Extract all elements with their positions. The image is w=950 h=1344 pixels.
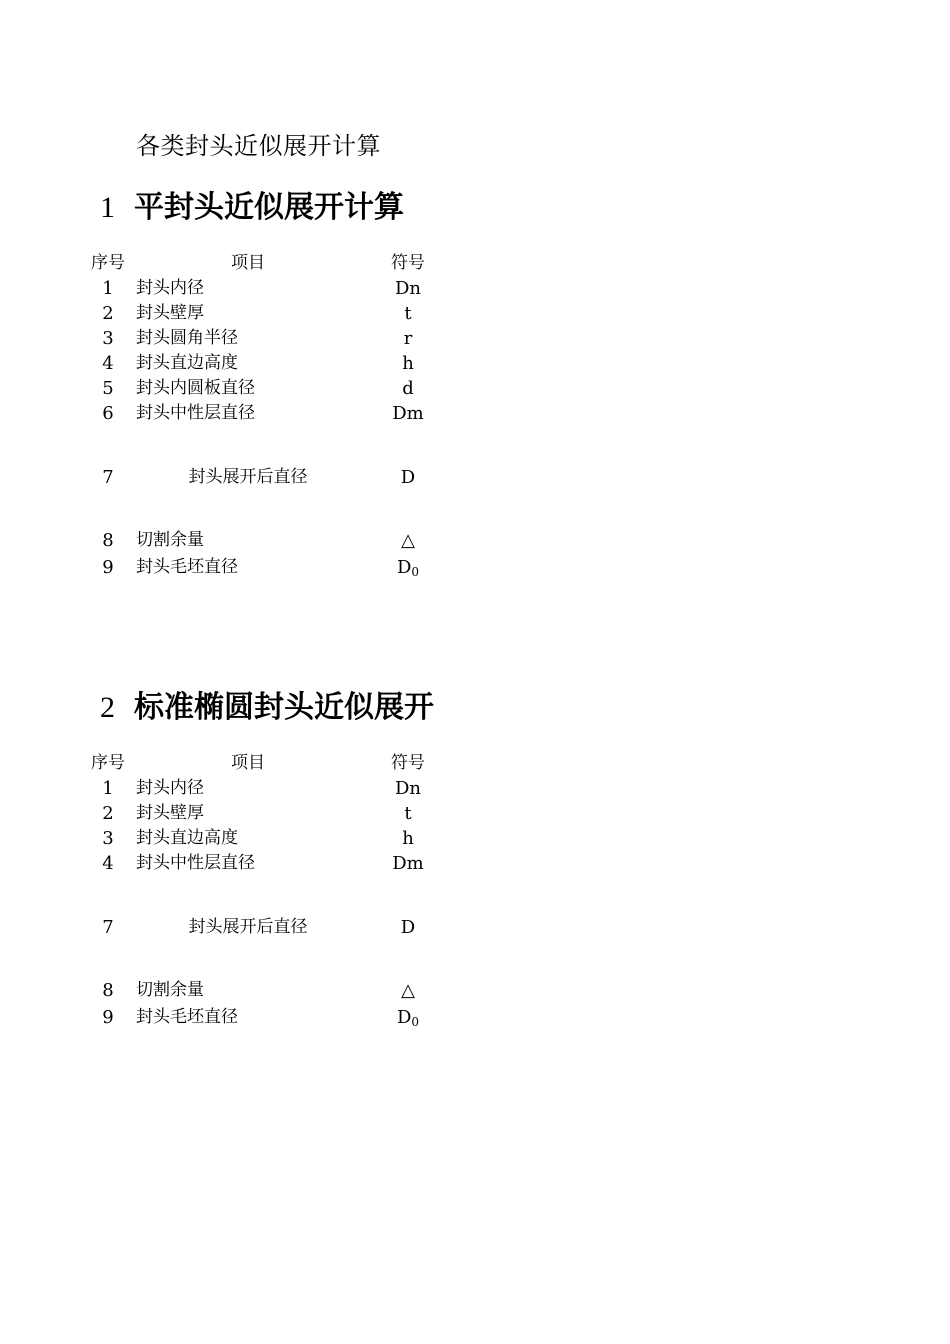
row-item: 封头中性层直径 bbox=[136, 853, 255, 873]
row-item: 封头毛坯直径 bbox=[136, 557, 238, 577]
table-row bbox=[80, 555, 460, 580]
row-item: 封头展开后直径 bbox=[188, 467, 308, 487]
symbol-subscript: 0 bbox=[411, 1015, 420, 1029]
table-row bbox=[80, 376, 460, 401]
header-no: 序号 bbox=[91, 753, 125, 773]
row-symbol: r bbox=[403, 328, 413, 349]
header-symbol: 符号 bbox=[391, 253, 425, 273]
table-row bbox=[80, 826, 460, 851]
row-item: 封头展开后直径 bbox=[188, 917, 308, 937]
row-item: 封头壁厚 bbox=[136, 303, 204, 323]
row-symbol: t bbox=[404, 303, 412, 324]
row-symbol: h bbox=[402, 828, 414, 849]
row-symbol: Dm bbox=[392, 853, 424, 874]
row-symbol: Dn bbox=[394, 278, 422, 299]
row-item: 封头壁厚 bbox=[136, 803, 204, 823]
header-symbol: 符号 bbox=[391, 753, 425, 773]
table-row bbox=[80, 528, 460, 553]
section-2-number: 2 bbox=[100, 691, 115, 724]
row-symbol: D bbox=[400, 917, 416, 938]
row-no: 9 bbox=[102, 1007, 114, 1028]
section-2-heading bbox=[100, 682, 434, 726]
row-no: 3 bbox=[102, 828, 114, 849]
row-symbol bbox=[376, 1005, 440, 1035]
row-symbol: △ bbox=[401, 980, 415, 1001]
row-no: 2 bbox=[102, 803, 114, 824]
row-no: 8 bbox=[102, 530, 114, 551]
row-no: 2 bbox=[102, 303, 114, 324]
row-symbol: D bbox=[400, 467, 416, 488]
row-no: 8 bbox=[102, 980, 114, 1001]
row-item: 封头毛坯直径 bbox=[136, 1007, 238, 1027]
row-no: 6 bbox=[102, 403, 114, 424]
symbol-main: D bbox=[396, 557, 412, 578]
row-symbol bbox=[376, 555, 440, 585]
table-row bbox=[80, 276, 460, 301]
row-symbol: d bbox=[402, 378, 414, 399]
row-no: 7 bbox=[102, 917, 114, 938]
row-item: 封头内径 bbox=[136, 278, 204, 298]
row-no: 4 bbox=[102, 853, 114, 874]
row-symbol: Dm bbox=[392, 403, 424, 424]
table-row bbox=[80, 978, 460, 1003]
row-no: 1 bbox=[102, 778, 114, 799]
row-no: 4 bbox=[102, 353, 114, 374]
row-item: 封头直边高度 bbox=[136, 353, 238, 373]
row-item: 封头内圆板直径 bbox=[136, 378, 255, 398]
header-item: 项目 bbox=[231, 753, 265, 773]
row-no: 3 bbox=[102, 328, 114, 349]
row-no: 5 bbox=[102, 378, 114, 399]
table-row bbox=[80, 326, 460, 351]
symbol-main: D bbox=[396, 1007, 412, 1028]
section-2-title: 标准椭圆封头近似展开 bbox=[134, 690, 434, 725]
row-item: 切割余量 bbox=[136, 980, 204, 1000]
table-row bbox=[80, 851, 460, 876]
table-row bbox=[80, 801, 460, 826]
table-row bbox=[80, 401, 460, 426]
header-item: 项目 bbox=[231, 253, 265, 273]
table-header bbox=[80, 251, 460, 276]
section-1-number: 1 bbox=[100, 191, 115, 224]
row-symbol: Dn bbox=[394, 778, 422, 799]
row-item: 封头内径 bbox=[136, 778, 204, 798]
row-symbol: h bbox=[402, 353, 414, 374]
row-item: 封头中性层直径 bbox=[136, 403, 255, 423]
table-row bbox=[80, 776, 460, 801]
row-symbol: △ bbox=[401, 530, 415, 551]
table-row bbox=[80, 1005, 460, 1030]
row-symbol: t bbox=[404, 803, 412, 824]
page-title: 各类封头近似展开计算 bbox=[136, 132, 381, 160]
row-item: 封头直边高度 bbox=[136, 828, 238, 848]
header-no: 序号 bbox=[91, 253, 125, 273]
table-row bbox=[80, 465, 460, 490]
section-1-title: 平封头近似展开计算 bbox=[134, 190, 404, 225]
table-header bbox=[80, 751, 460, 776]
section-1-heading bbox=[100, 182, 404, 226]
row-no: 7 bbox=[102, 467, 114, 488]
table-row bbox=[80, 301, 460, 326]
row-item: 封头圆角半径 bbox=[136, 328, 238, 348]
table-row bbox=[80, 915, 460, 940]
row-no: 9 bbox=[102, 557, 114, 578]
symbol-subscript: 0 bbox=[411, 565, 420, 579]
row-item: 切割余量 bbox=[136, 530, 204, 550]
table-row bbox=[80, 351, 460, 376]
row-no: 1 bbox=[102, 278, 114, 299]
